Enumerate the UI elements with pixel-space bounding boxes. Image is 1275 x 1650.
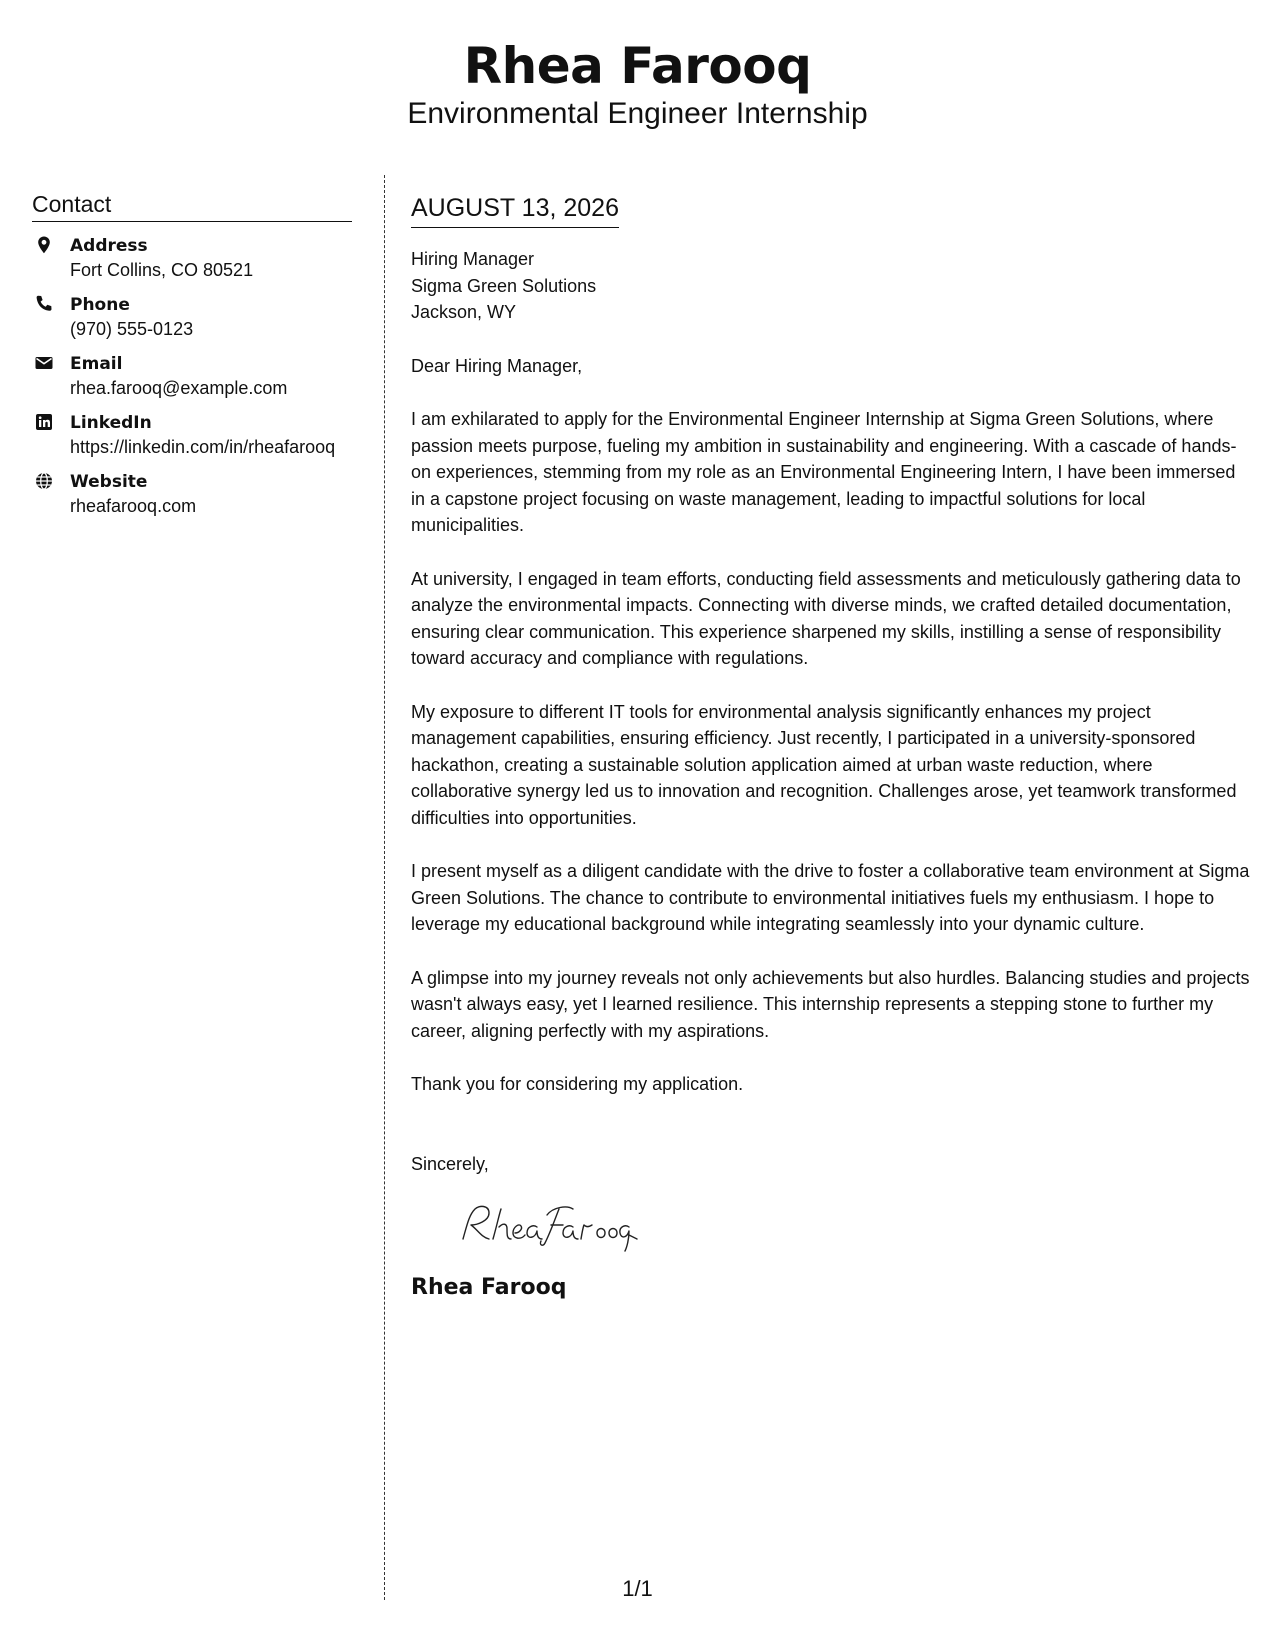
contact-item-website: [32, 470, 352, 519]
handwritten-signature: [449, 1195, 649, 1255]
contact-label: Email: [70, 354, 123, 374]
contact-label: Phone: [70, 295, 130, 315]
applicant-name: Rhea Farooq: [463, 37, 812, 95]
salutation: Dear Hiring Manager,: [411, 355, 583, 376]
body-paragraph: Thank you for considering my application.: [411, 1074, 744, 1094]
body-paragraph: A glimpse into my journey reveals not only achievements but also hurdles. Balancing studies and projects wasn't always easy, yet I learned resilience. This internship represents a stepping stone to further my career, aligning perfectly with my aspirations.: [411, 967, 1250, 1041]
letter-header: [0, 36, 1275, 132]
map-pin-icon: [34, 235, 54, 255]
contact-item-linkedin: [32, 411, 352, 460]
contact-item-email: [32, 352, 352, 401]
contact-item-phone: [32, 293, 352, 342]
recipient-block: [411, 246, 1251, 326]
page-number: 1/1: [622, 1576, 653, 1601]
contact-list: [32, 234, 352, 519]
recipient-line: Jackson, WY: [411, 302, 517, 322]
contact-label: Address: [70, 236, 148, 256]
body-paragraph: I present myself as a diligent candidate with the drive to foster a collaborative team environment at Sigma Green Solutions. The chance to contribute to environmental initiatives fuels my enthusiasm. I hope to leverage my educational background while integrating seamlessly into your dynamic culture.: [411, 861, 1250, 934]
globe-icon: [34, 471, 54, 491]
column-divider: [384, 175, 385, 1600]
contact-value: rheafarooq.com: [70, 496, 197, 516]
body-paragraph: I am exhilarated to apply for the Environmental Engineer Internship at Sigma Green Solutions, where passion meets purpose, fueling my ambition in sustainability and engineering. With a cascade of hands-on experiences, stemming from my role as an Environmental Engineering Intern, I have been immersed in a capstone project focusing on waste management, leading to impactful solutions for local municipalities.: [411, 409, 1237, 535]
contact-label: LinkedIn: [70, 413, 152, 433]
body-paragraph: At university, I engaged in team efforts, conducting field assessments and meticulously gathering data to analyze the environmental impacts. Connecting with diverse minds, we crafted detailed documentation, ensuring clear communication. This experience sharpened my skills, instilling a sense of responsibility toward accuracy and compliance with regulations.: [411, 568, 1241, 668]
phone-icon: [34, 294, 54, 314]
recipient-line: Hiring Manager: [411, 249, 535, 269]
closing: Sincerely,: [411, 1153, 489, 1174]
body-paragraph: My exposure to different IT tools for environmental analysis significantly enhances my project management capabilities, ensuring efficiency. Just recently, I participated in a university-sponsored hackathon, creating a sustainable solution application aimed at urban waste reduction, where collaborative synergy led us to innovation and recognition. Challenges arose, yet teamwork transformed difficulties into opportunities.: [411, 701, 1237, 828]
linkedin-icon: [34, 412, 54, 432]
contact-heading: Contact: [32, 190, 352, 222]
contact-value: https://linkedin.com/in/rheafarooq: [70, 437, 336, 457]
contact-value: (970) 555-0123: [70, 319, 194, 339]
contact-label: Website: [70, 472, 148, 492]
contact-sidebar: [32, 190, 352, 529]
position-title: Environmental Engineer Internship: [407, 97, 868, 130]
letter-date: AUGUST 13, 2026: [411, 191, 619, 228]
signed-name: Rhea Farooq: [411, 1275, 567, 1300]
email-icon: [34, 353, 54, 373]
contact-value: rhea.farooq@example.com: [70, 378, 288, 398]
contact-value: Fort Collins, CO 80521: [70, 260, 254, 280]
recipient-line: Sigma Green Solutions: [411, 275, 597, 296]
letter-body: [411, 191, 1251, 1302]
contact-item-address: [32, 234, 352, 283]
